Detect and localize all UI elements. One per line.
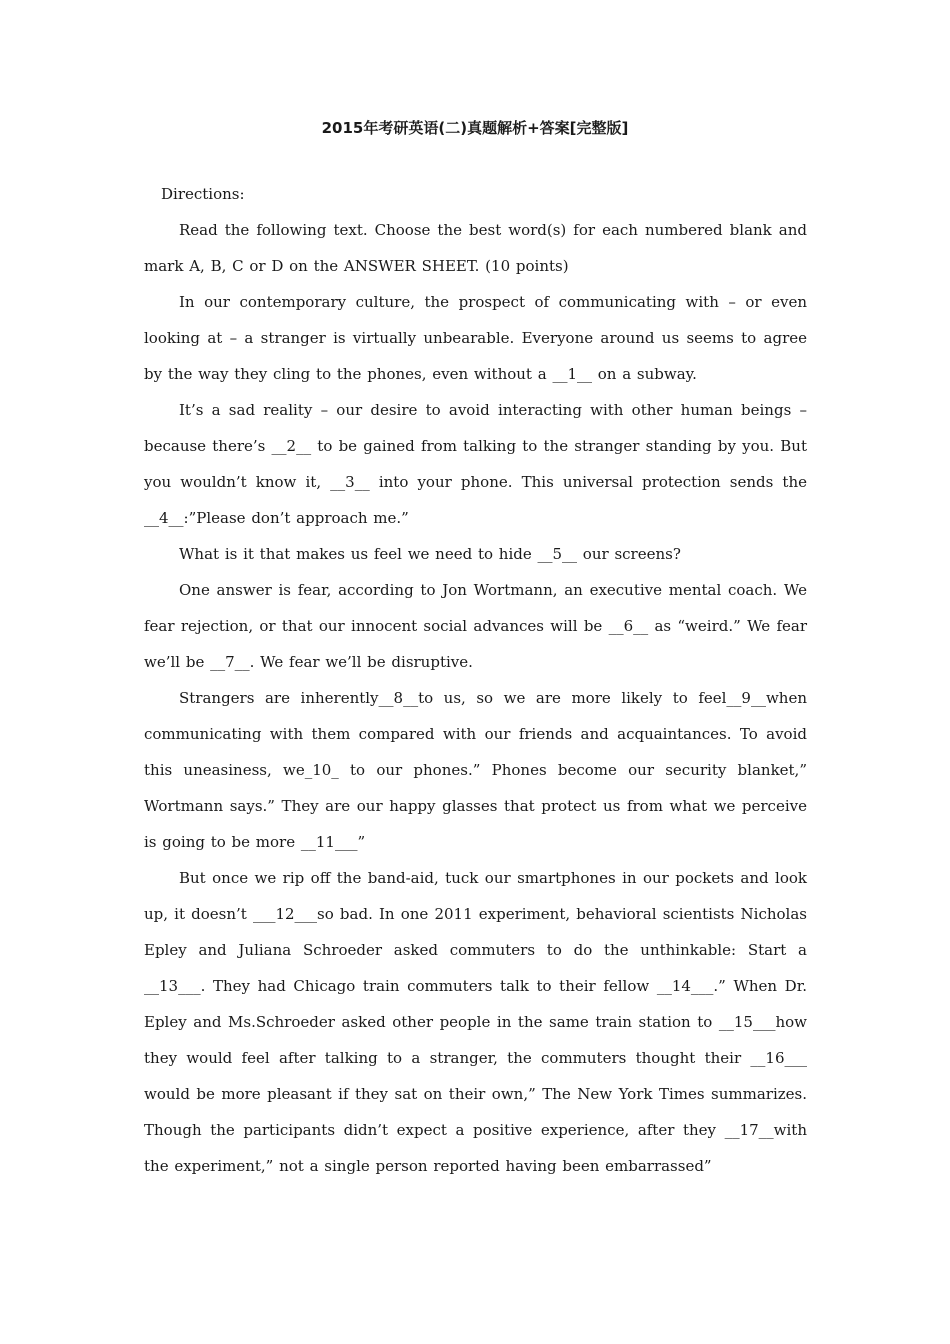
document-title: 2015年考研英语(二)真题解析+答案[完整版] xyxy=(321,119,629,137)
passage-paragraph: One answer is fear, according to Jon Wortmann, an executive mental coach. We fear rejection, or that our innocent social advances will be __6__ as “weird.” We fear we’ll be __7__. We fear we’ll be disruptive. xyxy=(144,581,807,671)
directions-heading: Directions: xyxy=(161,185,245,203)
passage-paragraph: It’s a sad reality – our desire to avoid interacting with other human beings – because there’s __2__ to be gained from talking to the stranger standing by you. But you wouldn’t know it, __3__ into your phone. This universal protection sends the __4__:”Please don’t approach me.” xyxy=(144,401,807,527)
instructions-paragraph: Read the following text. Choose the best word(s) for each numbered blank and mark A, B, C or D on the ANSWER SHEET. (10 points) xyxy=(144,221,807,275)
document-body xyxy=(144,176,807,1184)
passage-paragraph: But once we rip off the band-aid, tuck our smartphones in our pockets and look up, it doesn’t ___12___so bad. In one 2011 experiment, behavioral scientists Nicholas Epley and Juliana Schroeder asked commuters to do the unthinkable: Start a __13___. They had Chicago train commuters talk to their fellow __14___.” When Dr. Epley and Ms.Schroeder asked other people in the same train station to __15___how they would feel after talking to a stranger, the commuters thought their __16___ would be more pleasant if they sat on their own,” The New York Times summarizes. Though the participants didn’t expect a positive experience, after they __17__with the experiment,” not a single person reported having been embarrassed” xyxy=(144,869,807,1175)
passage-paragraph: Strangers are inherently__8__to us, so we are more likely to feel__9__when communicating with them compared with our friends and acquaintances. To avoid this uneasiness, we_10_ to our phones.” Phones become our security blanket,” Wortmann says.” They are our happy glasses that protect us from what we perceive is going to be more __11___” xyxy=(144,689,807,851)
passage-paragraph: In our contemporary culture, the prospect of communicating with – or even looking at – a stranger is virtually unbearable. Everyone around us seems to agree by the way they cling to the phones, even without a __1__ on a subway. xyxy=(144,293,807,383)
passage-paragraph: What is it that makes us feel we need to hide __5__ our screens? xyxy=(179,545,681,563)
